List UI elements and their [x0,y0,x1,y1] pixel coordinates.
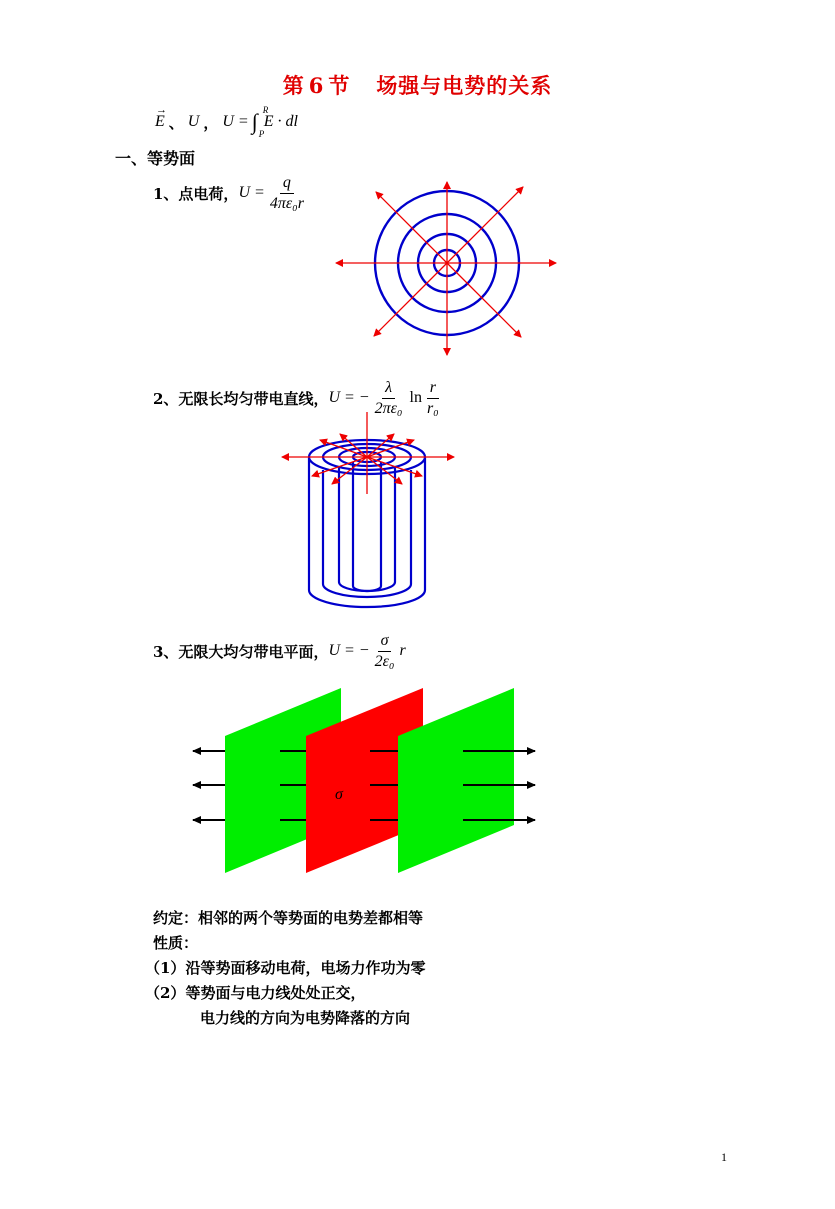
item1-lhs: U = [238,184,265,201]
title-number: 6 [308,73,325,98]
integrand: E · dl [263,113,298,130]
item2-label: 2、无限长均匀带电直线， [153,389,329,408]
property-1-marker: （1） [145,959,186,977]
properties-label: 性质： [153,934,199,952]
item3-fraction [372,632,398,671]
item3-numerator: σ [378,632,392,652]
item1-fraction [267,174,307,213]
item2-ln: ln [409,389,422,406]
property-2-continuation: 电力线的方向为电势降落的方向 [200,1009,411,1027]
plane-charge-figure [185,685,545,880]
convention-line [153,907,423,928]
item-point-charge [153,170,309,216]
item-infinite-plane [153,627,406,675]
item2-denominator: 2πε₀ [374,399,403,417]
page-number: 1 [721,1150,727,1164]
property-1 [145,957,425,978]
formula-lhs: U = [222,113,249,130]
item2-lhs: U = − [328,389,370,406]
item3-lhs: U = − [328,642,370,659]
u-symbol: U [187,113,200,130]
sigma-label: σ [335,786,343,803]
property-2 [145,982,365,1003]
section-heading-equipotential: 一、等势面 [115,149,196,168]
item3-denominator: 2ε₀ [374,652,395,670]
field-arrow-upleft [376,192,447,263]
item3-label: 3、无限大均匀带电平面， [153,642,329,661]
property-2-marker: （2） [145,984,186,1002]
property-1-text: 沿等势面移动电荷，电场力作功为零 [185,959,426,977]
item2-numerator: λ [382,379,395,399]
item3-tail: r [399,642,406,659]
intro-comma: ， [203,113,219,132]
intro-separator: 、 [168,113,184,132]
intro-formula [155,106,298,138]
field-lines [336,182,556,355]
item2-r-denominator: r₀ [426,399,439,417]
point-charge-figure [330,180,565,360]
integral-sign: ∫ R P [251,105,269,139]
item1-denominator: 4πε₀r [269,194,304,212]
convention-label: 约定： [153,909,199,927]
integral-lower: P [258,129,265,139]
field-arrow-upright [447,187,523,263]
item2-r-numerator: r [427,379,439,399]
title-unit: 节 [328,73,351,98]
line-charge-figure [270,412,470,612]
title-section: 第 [282,73,305,98]
e-vector-symbol: → E [155,104,167,130]
item1-label: 1、点电荷， [153,184,239,203]
property-2-text: 等势面与电力线处处正交， [185,984,366,1002]
item1-numerator: q [280,174,294,194]
convention-text: 相邻的两个等势面的电势差都相等 [198,909,424,927]
left-field-arrows [193,751,227,820]
integral-upper: R [262,105,269,115]
page-title [0,70,835,100]
title-heading: 场强与电势的关系 [376,73,553,98]
